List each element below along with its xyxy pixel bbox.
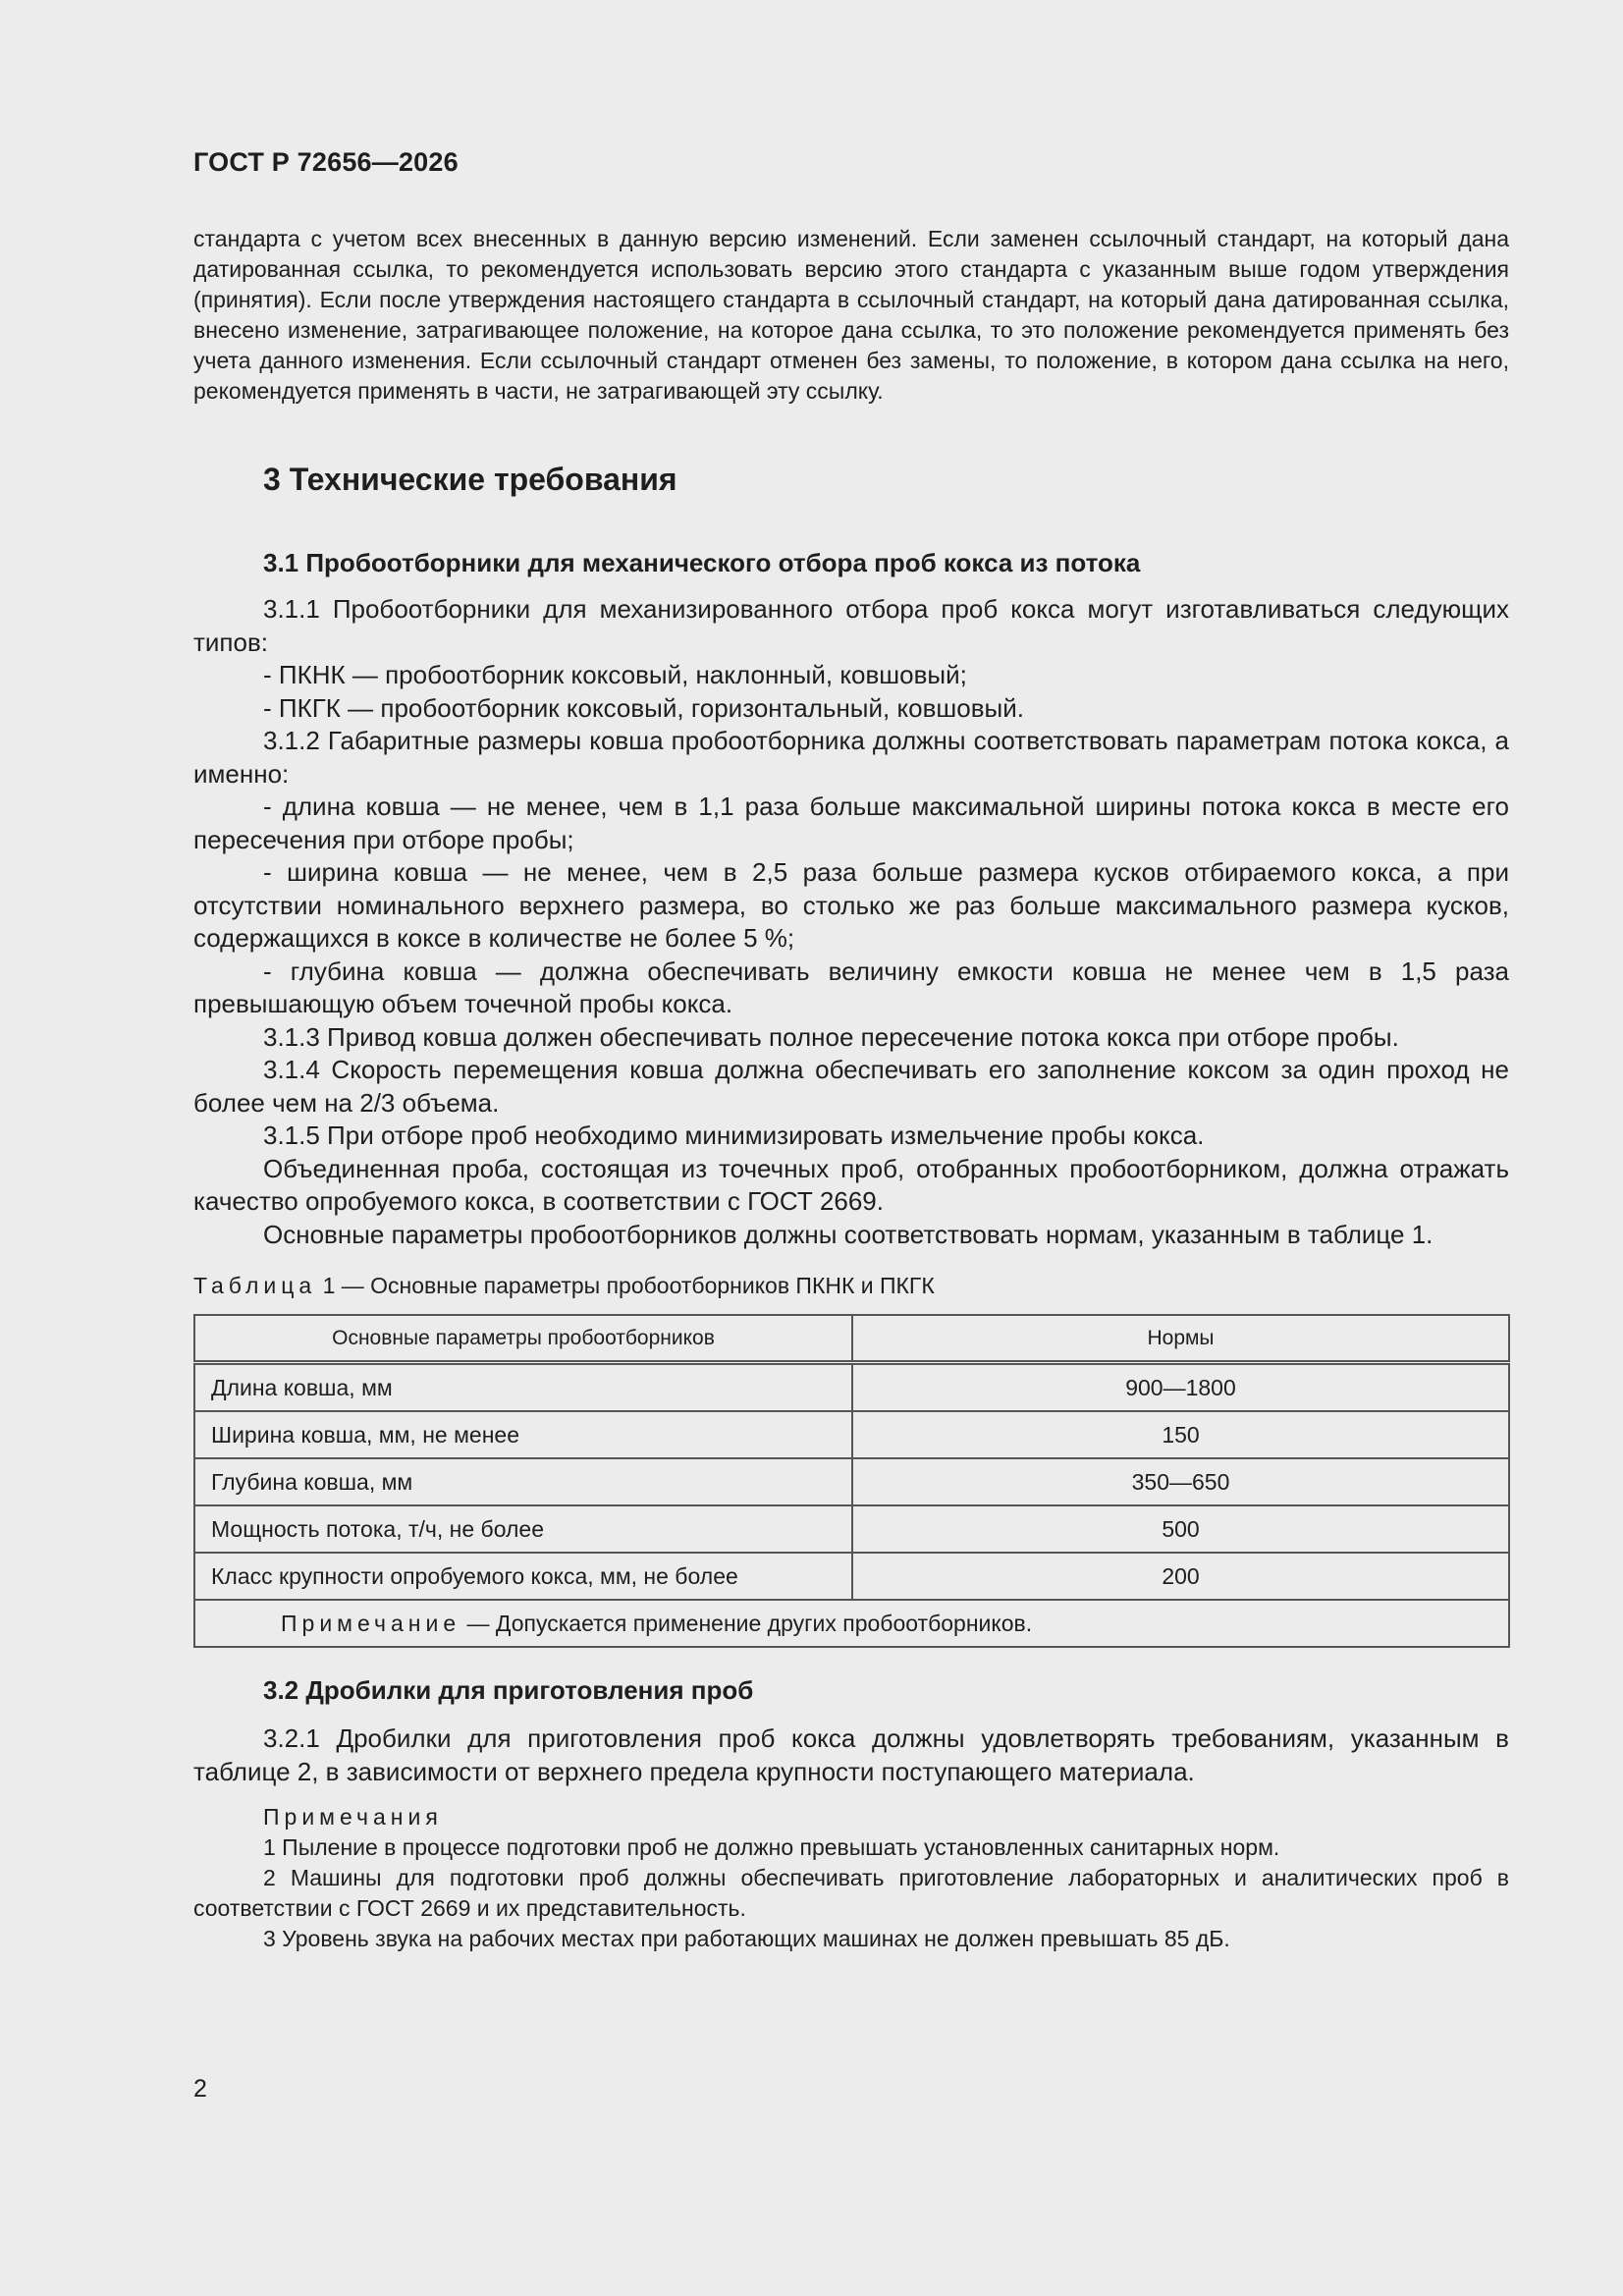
section-3-2-body: [193, 1722, 1509, 1788]
norm-cell: 900—1800: [852, 1363, 1509, 1412]
list-item: - глубина ковша — должна обеспечивать величину емкости ковша не менее чем в 1,5 раза превышающую объем точечной пробы кокса.: [193, 956, 1509, 1018]
parameter-cell: Глубина ковша, мм: [194, 1458, 852, 1505]
paragraph: 3.1.3 Привод ковша должен обеспечивать полное пересечение потока кокса при отборе пробы.: [263, 1021, 1399, 1052]
paragraph: 3.1.5 При отборе проб необходимо минимизировать измельчение пробы кокса.: [263, 1121, 1205, 1150]
table-caption-label: Таблица: [193, 1273, 317, 1298]
subsection-title-3-1: 3.1 Пробоотборники для механического отбора проб кокса из потока: [263, 548, 1141, 577]
table-row: [194, 1553, 1509, 1600]
table-note-label: Примечание: [281, 1610, 461, 1636]
list-item: - ширина ковша — не менее, чем в 2,5 раза больше размера кусков отбираемого кокса, а при отсутствии номинального верхнего размера, во столько же раз больше максимального размера кусков, содержащихся в коксе в количестве не более 5 %;: [193, 857, 1509, 953]
parameter-cell: Ширина ковша, мм, не менее: [194, 1411, 852, 1458]
section-3-1-body: [193, 593, 1509, 1251]
page-number: 2: [193, 2075, 207, 2103]
paragraph: 3.1.1 Пробоотборники для механизированного отбора проб кокса могут изготавливаться следующих типов:: [193, 594, 1509, 657]
table-row: [194, 1458, 1509, 1505]
note-item: 3 Уровень звука на рабочих местах при работающих машинах не должен превышать 85 дБ.: [263, 1926, 1230, 1951]
table-row: [194, 1505, 1509, 1553]
norm-cell: 500: [852, 1505, 1509, 1553]
document-id: ГОСТ Р 72656—2026: [193, 147, 459, 177]
paragraph: 3.2.1 Дробилки для приготовления проб кокса должны удовлетворять требованиям, указанным в таблице 2, в зависимости от верхнего предела крупности поступающего материала.: [193, 1723, 1509, 1786]
subsection-title-3-2: 3.2 Дробилки для приготовления проб: [263, 1675, 754, 1705]
section-title: 3 Технические требования: [263, 462, 677, 497]
paragraph: Объединенная проба, состоящая из точечных проб, отобранных пробоотборником, должна отражать качество опробуемого кокса, в соответствии с ГОСТ 2669.: [193, 1153, 1509, 1216]
parameters-table: [193, 1314, 1510, 1648]
paragraph: 3.1.2 Габаритные размеры ковша пробоотборника должны соответствовать параметрам потока кокса, а именно:: [193, 726, 1509, 789]
notes-block: [193, 1802, 1509, 1954]
column-header-norm: Нормы: [852, 1315, 1509, 1363]
norm-cell: 350—650: [852, 1458, 1509, 1505]
table-note-text: — Допускается применение других пробоотборников.: [466, 1610, 1033, 1636]
parameter-cell: Мощность потока, т/ч, не более: [194, 1505, 852, 1553]
parameter-cell: Класс крупности опробуемого кокса, мм, не более: [194, 1553, 852, 1600]
list-item: - длина ковша — не менее, чем в 1,1 раза больше максимальной ширины потока кокса в месте его пересечения при отборе пробы;: [193, 792, 1509, 854]
note-item: 2 Машины для подготовки проб должны обеспечивать приготовление лабораторных и аналитических проб в соответствии с ГОСТ 2669 и их представительность.: [193, 1865, 1509, 1921]
table-row: [194, 1363, 1509, 1412]
table-caption-text: 1 — Основные параметры пробоотборников ПКНК и ПКГК: [322, 1273, 935, 1298]
parameter-cell: Длина ковша, мм: [194, 1363, 852, 1412]
paragraph: 3.1.4 Скорость перемещения ковша должна обеспечивать его заполнение коксом за один проход не более чем на 2/3 объема.: [193, 1055, 1509, 1118]
table-note-row: [194, 1600, 1509, 1647]
intro-paragraph: стандарта с учетом всех внесенных в данную версию изменений. Если заменен ссылочный стандарт, на который дана датированная ссылка, то рекомендуется использовать версию этого стандарта с указанным выше годом утверждения (принятия). Если после утверждения настоящего стандарта в ссылочный стандарт, на который дана датированная ссылка, внесено изменение, затрагивающее положение, на которое дана ссылка, то это положение рекомендуется применять без учета данного изменения. Если ссылочный стандарт отменен без замены, то положение, в котором дана ссылка на него, рекомендуется применять в части, не затрагивающей эту ссылку.: [193, 226, 1509, 404]
table-row: [194, 1411, 1509, 1458]
column-header-parameter: Основные параметры пробоотборников: [194, 1315, 852, 1363]
note-item: 1 Пыление в процессе подготовки проб не должно превышать установленных санитарных норм.: [263, 1834, 1280, 1860]
notes-label: Примечания: [263, 1804, 443, 1830]
norm-cell: 150: [852, 1411, 1509, 1458]
paragraph: Основные параметры пробоотборников должны соответствовать нормам, указанным в таблице 1.: [263, 1219, 1434, 1249]
list-item: - ПКНК — пробоотборник коксовый, наклонный, ковшовый;: [263, 660, 967, 689]
table-caption: [193, 1273, 935, 1299]
norm-cell: 200: [852, 1553, 1509, 1600]
table-note: [194, 1600, 1509, 1647]
table-header-row: [194, 1315, 1509, 1363]
list-item: - ПКГК — пробоотборник коксовый, горизонтальный, ковшовый.: [263, 692, 1024, 723]
